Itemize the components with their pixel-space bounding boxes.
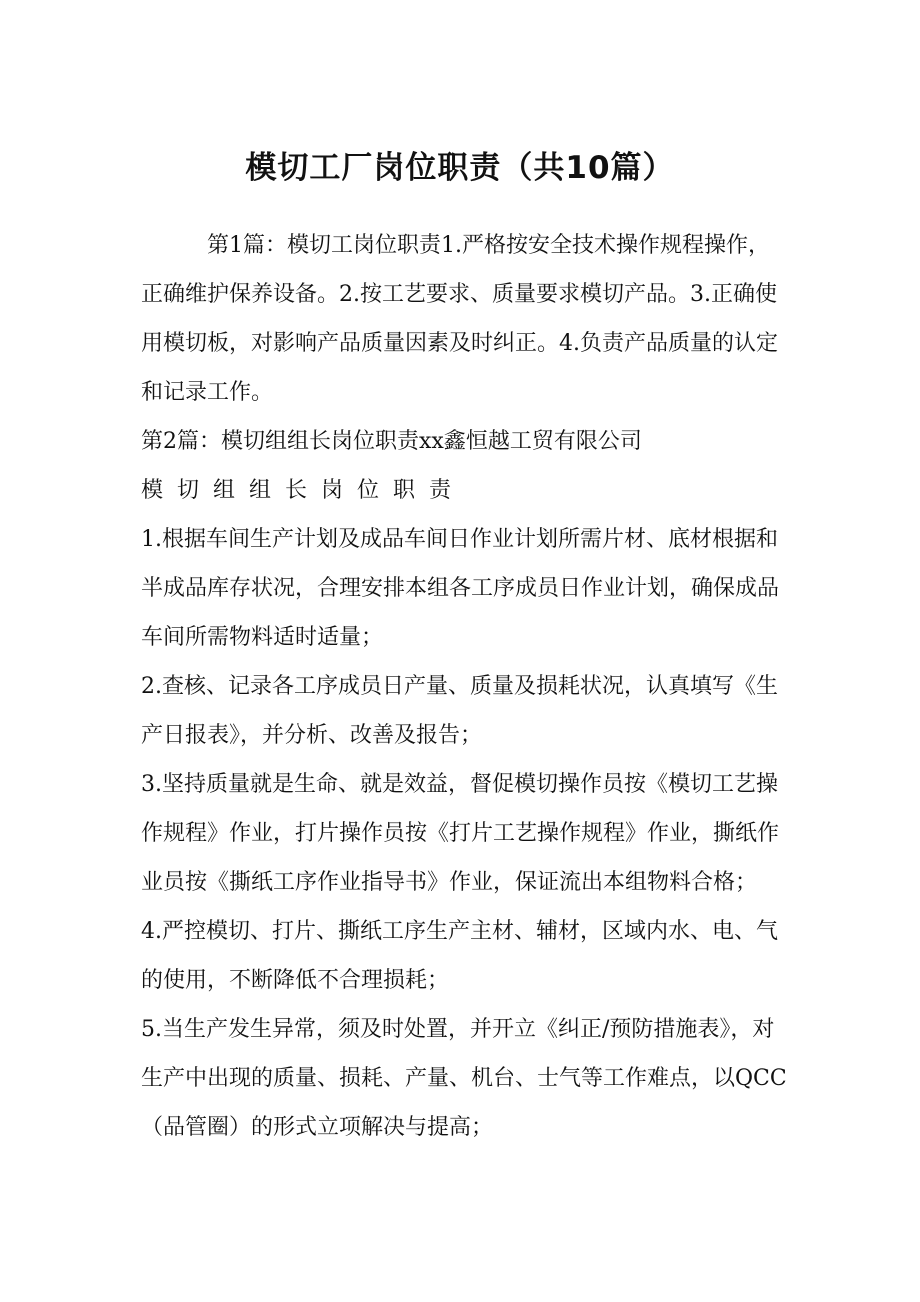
paragraph-item-5: 5.当生产发生异常，须及时处置，并开立《纠正/预防措施表》，对生产中出现的质量、损耗、产量、机台、士气等工作难点，以QCC（品管圈）的形式立项解决与提高； <box>141 1017 787 1140</box>
paragraph-subtitle: 模切组组长岗位职责 <box>141 478 466 503</box>
document-title: 模切工厂岗位职责（共10篇） <box>245 150 675 186</box>
paragraph-article-1: 第1篇：模切工岗位职责1.严格按安全技术操作规程操作，正确维护保养设备。2.按工艺要求、质量要求模切产品。3.正确使用模切板，对影响产品质量因素及时纠正。4.负责产品质量的认定和记录工作。 <box>141 233 778 405</box>
paragraph-item-2: 2.查核、记录各工序成员日产量、质量及损耗状况，认真填写《生产日报表》，并分析、改善及报告； <box>141 674 778 748</box>
paragraph-article-2-heading: 第2篇：模切组组长岗位职责xx鑫恒越工贸有限公司 <box>141 429 642 454</box>
paragraph-item-3: 3.坚持质量就是生命、就是效益，督促模切操作员按《模切工艺操作规程》作业，打片操作员按《打片工艺操作规程》作业，撕纸作业员按《撕纸工序作业指导书》作业，保证流出本组物料合格； <box>141 772 780 895</box>
document-body <box>141 221 791 1152</box>
paragraph-item-1: 1.根据车间生产计划及成品车间日作业计划所需片材、底材根据和半成品库存状况，合理安排本组各工序成员日作业计划，确保成品车间所需物料适时适量； <box>141 527 780 650</box>
paragraph-item-4: 4.严控模切、打片、撕纸工序生产主材、辅材，区域内水、电、气的使用，不断降低不合理损耗； <box>141 919 778 993</box>
